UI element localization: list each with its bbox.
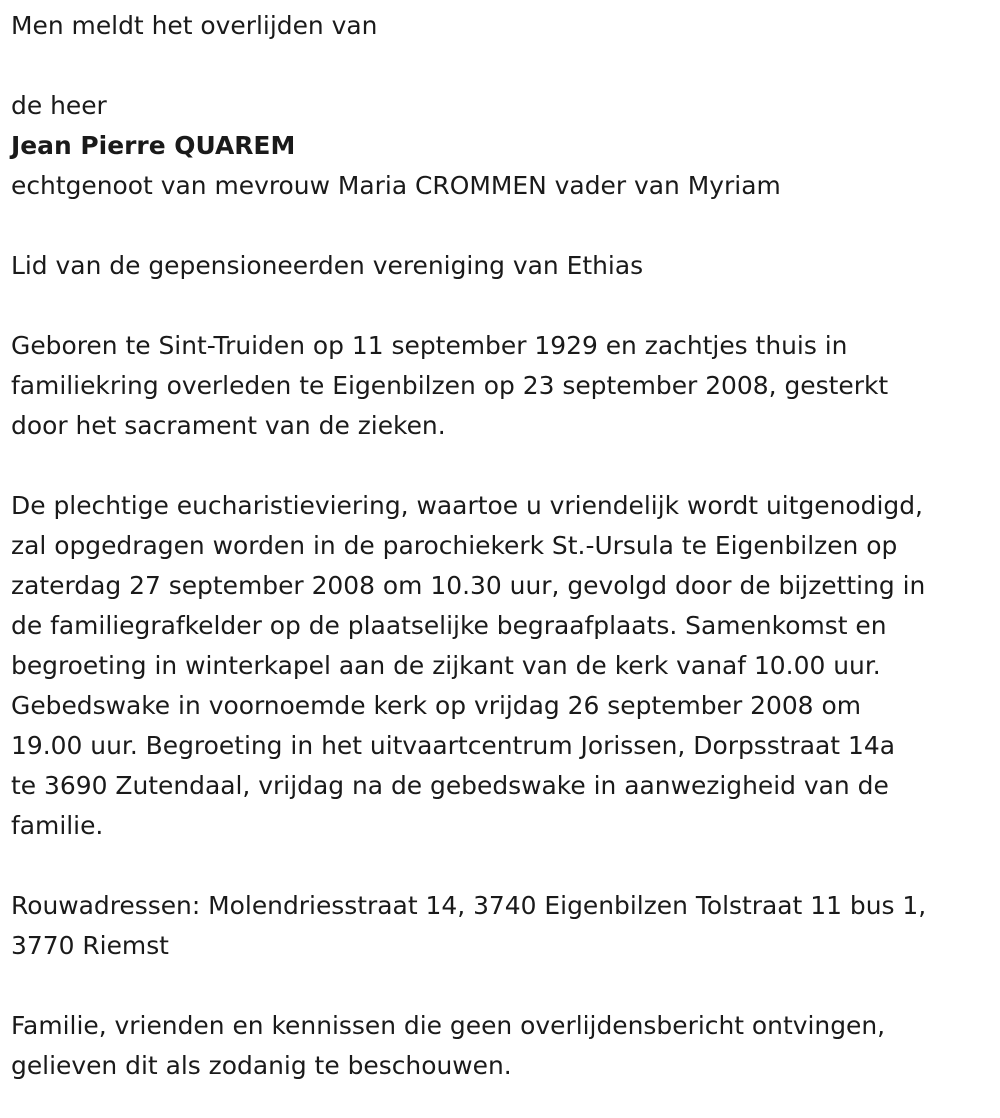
- paragraph-line: Rouwadressen: Molendriesstraat 14, 3740 Eigenbilzen Tolstraat 11 bus 1,: [11, 891, 927, 920]
- salutation-text: de heer: [11, 91, 107, 120]
- paragraph-line: zal opgedragen worden in de parochiekerk St.-Ursula te Eigenbilzen op: [11, 531, 898, 560]
- paragraph-line: te 3690 Zutendaal, vrijdag na de gebedswake in aanwezigheid van de: [11, 771, 889, 800]
- birth-death-paragraph: [11, 326, 989, 446]
- closing-paragraph: [11, 1006, 989, 1086]
- spacer: [11, 286, 989, 326]
- paragraph-line: begroeting in winterkapel aan de zijkant van de kerk vanaf 10.00 uur.: [11, 651, 881, 680]
- paragraph-line: Gebedswake in voornoemde kerk op vrijdag 26 september 2008 om: [11, 691, 861, 720]
- spacer: [11, 966, 989, 1006]
- paragraph-line: door het sacrament van de zieken.: [11, 411, 446, 440]
- deceased-name: Jean Pierre QUAREM: [11, 131, 296, 160]
- paragraph-line: zaterdag 27 september 2008 om 10.30 uur, gevolgd door de bijzetting in: [11, 571, 926, 600]
- spacer: [11, 446, 989, 486]
- paragraph-line: 19.00 uur. Begroeting in het uitvaartcentrum Jorissen, Dorpsstraat 14a: [11, 731, 895, 760]
- paragraph-line: Familie, vrienden en kennissen die geen overlijdensbericht ontvingen,: [11, 1011, 886, 1040]
- spacer: [11, 206, 989, 246]
- membership-text: Lid van de gepensioneerden vereniging van Ethias: [11, 251, 644, 280]
- paragraph-line: gelieven dit als zodanig te beschouwen.: [11, 1051, 512, 1080]
- paragraph-line: familie.: [11, 811, 104, 840]
- intro-text: Men meldt het overlijden van: [11, 11, 378, 40]
- paragraph-line: 3770 Riemst: [11, 931, 169, 960]
- paragraph-line: Geboren te Sint-Truiden op 11 september 1929 en zachtjes thuis in: [11, 331, 848, 360]
- addresses-paragraph: [11, 886, 989, 966]
- spacer: [11, 846, 989, 886]
- relations-text: echtgenoot van mevrouw Maria CROMMEN vader van Myriam: [11, 171, 781, 200]
- ceremony-paragraph: [11, 486, 989, 846]
- paragraph-line: familiekring overleden te Eigenbilzen op 23 september 2008, gesterkt: [11, 371, 889, 400]
- paragraph-line: De plechtige eucharistieviering, waartoe u vriendelijk wordt uitgenodigd,: [11, 491, 923, 520]
- paragraph-line: de familiegrafkelder op de plaatselijke begraafplaats. Samenkomst en: [11, 611, 887, 640]
- spacer: [11, 46, 989, 86]
